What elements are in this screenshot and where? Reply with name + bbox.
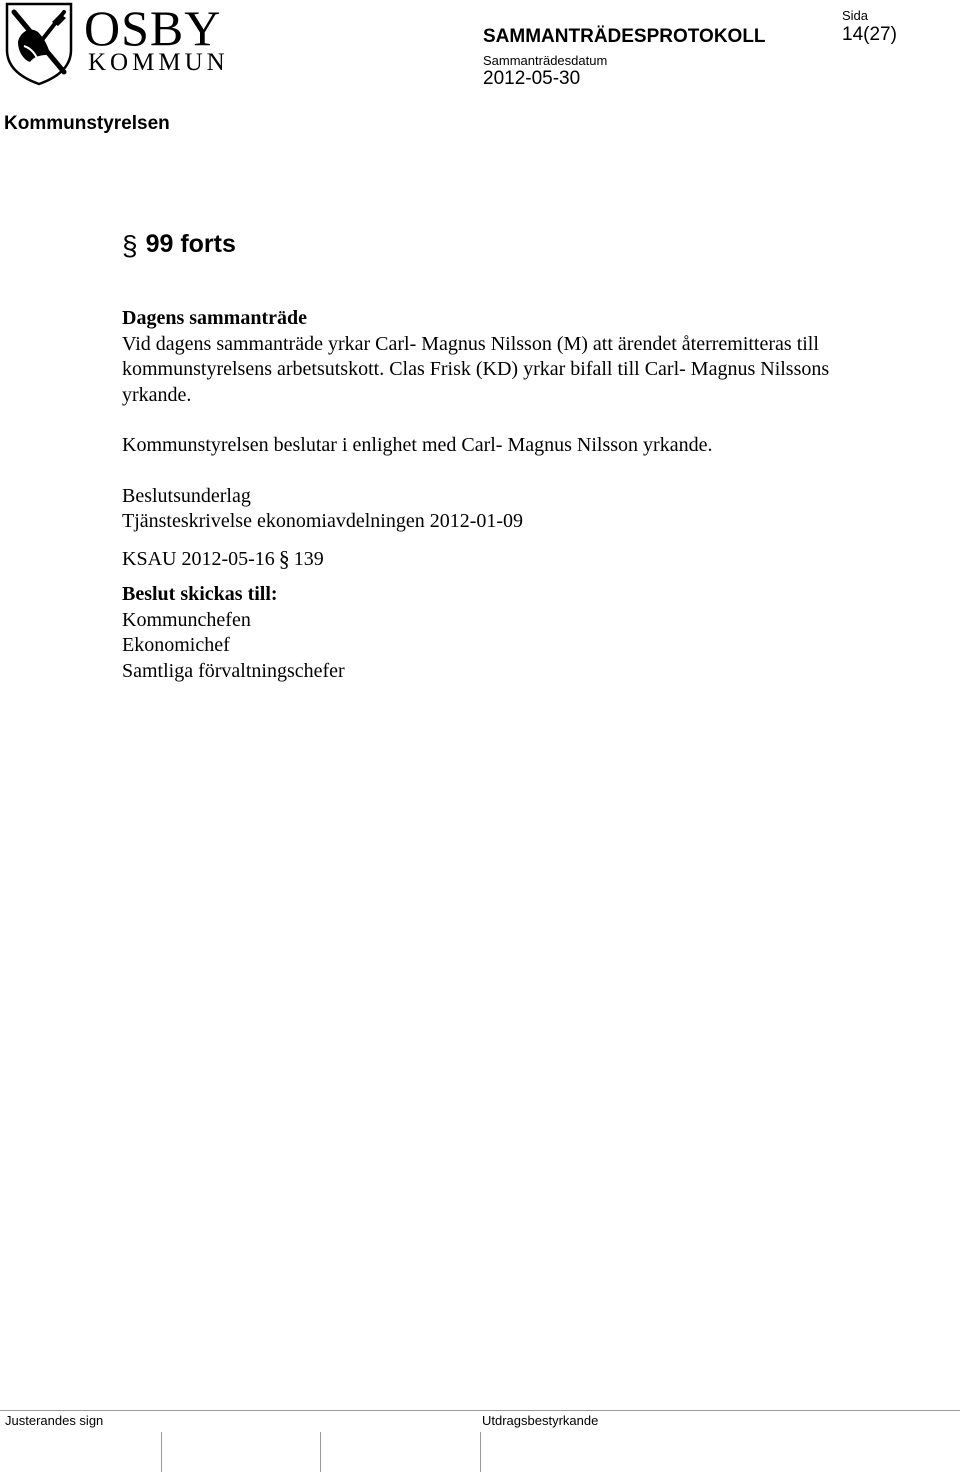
minutes-body (122, 306, 842, 684)
document-type: SAMMANTRÄDESPROTOKOLL (483, 26, 766, 47)
decision-text: Kommunstyrelsen beslutar i enlighet med Carl- Magnus Nilsson yrkande. (122, 434, 713, 456)
recipient: Kommunchefen (122, 608, 251, 631)
section-heading-text: 99 forts (145, 230, 236, 258)
recipient: Ekonomichef (122, 634, 230, 656)
meeting-heading: Dagens sammanträde (122, 307, 307, 329)
basis-item-paragraph: 139 (293, 547, 324, 570)
send-to-heading: Beslut skickas till: (122, 583, 278, 605)
page-number: 14(27) (842, 24, 897, 45)
meeting-text: Vid dagens sammanträde yrkar Carl- Magnus Nilsson (M) att ärendet återremitteras till kommunstyrelsens arbetsutskott. Clas Frisk (KD) yrkar bifall till Carl- Magnus Nilssons yrkande. (122, 332, 830, 406)
signature-box-divider (480, 1432, 481, 1472)
page-label: Sida (842, 8, 869, 23)
section-sign-icon: § (278, 545, 290, 571)
section-heading (122, 229, 236, 261)
meeting-date-label: Sammanträdesdatum (483, 53, 608, 68)
signature-box-divider (320, 1432, 321, 1472)
logo-subtitle: KOMMUN (88, 49, 229, 76)
footer-signature-label: Justerandes sign (5, 1413, 104, 1428)
basis-item-reference (122, 545, 842, 573)
coat-of-arms-logo (4, 2, 74, 86)
footer-certification-label: Utdragsbestyrkande (482, 1413, 599, 1428)
basis-heading: Beslutsunderlag (122, 484, 251, 507)
basis-item-ksau: KSAU 2012-05-16 (122, 547, 275, 570)
governing-body-name: Kommunstyrelsen (4, 113, 170, 134)
logo-wordmark: OSBY (84, 0, 222, 56)
footer-divider (0, 1410, 960, 1411)
meeting-date-value: 2012-05-30 (483, 68, 581, 89)
recipient: Samtliga förvaltningschefer (122, 659, 345, 682)
signature-box-divider (161, 1432, 162, 1472)
basis-item: Tjänsteskrivelse ekonomiavdelningen 2012-01-09 (122, 510, 524, 532)
section-sign-icon: § (122, 230, 138, 261)
